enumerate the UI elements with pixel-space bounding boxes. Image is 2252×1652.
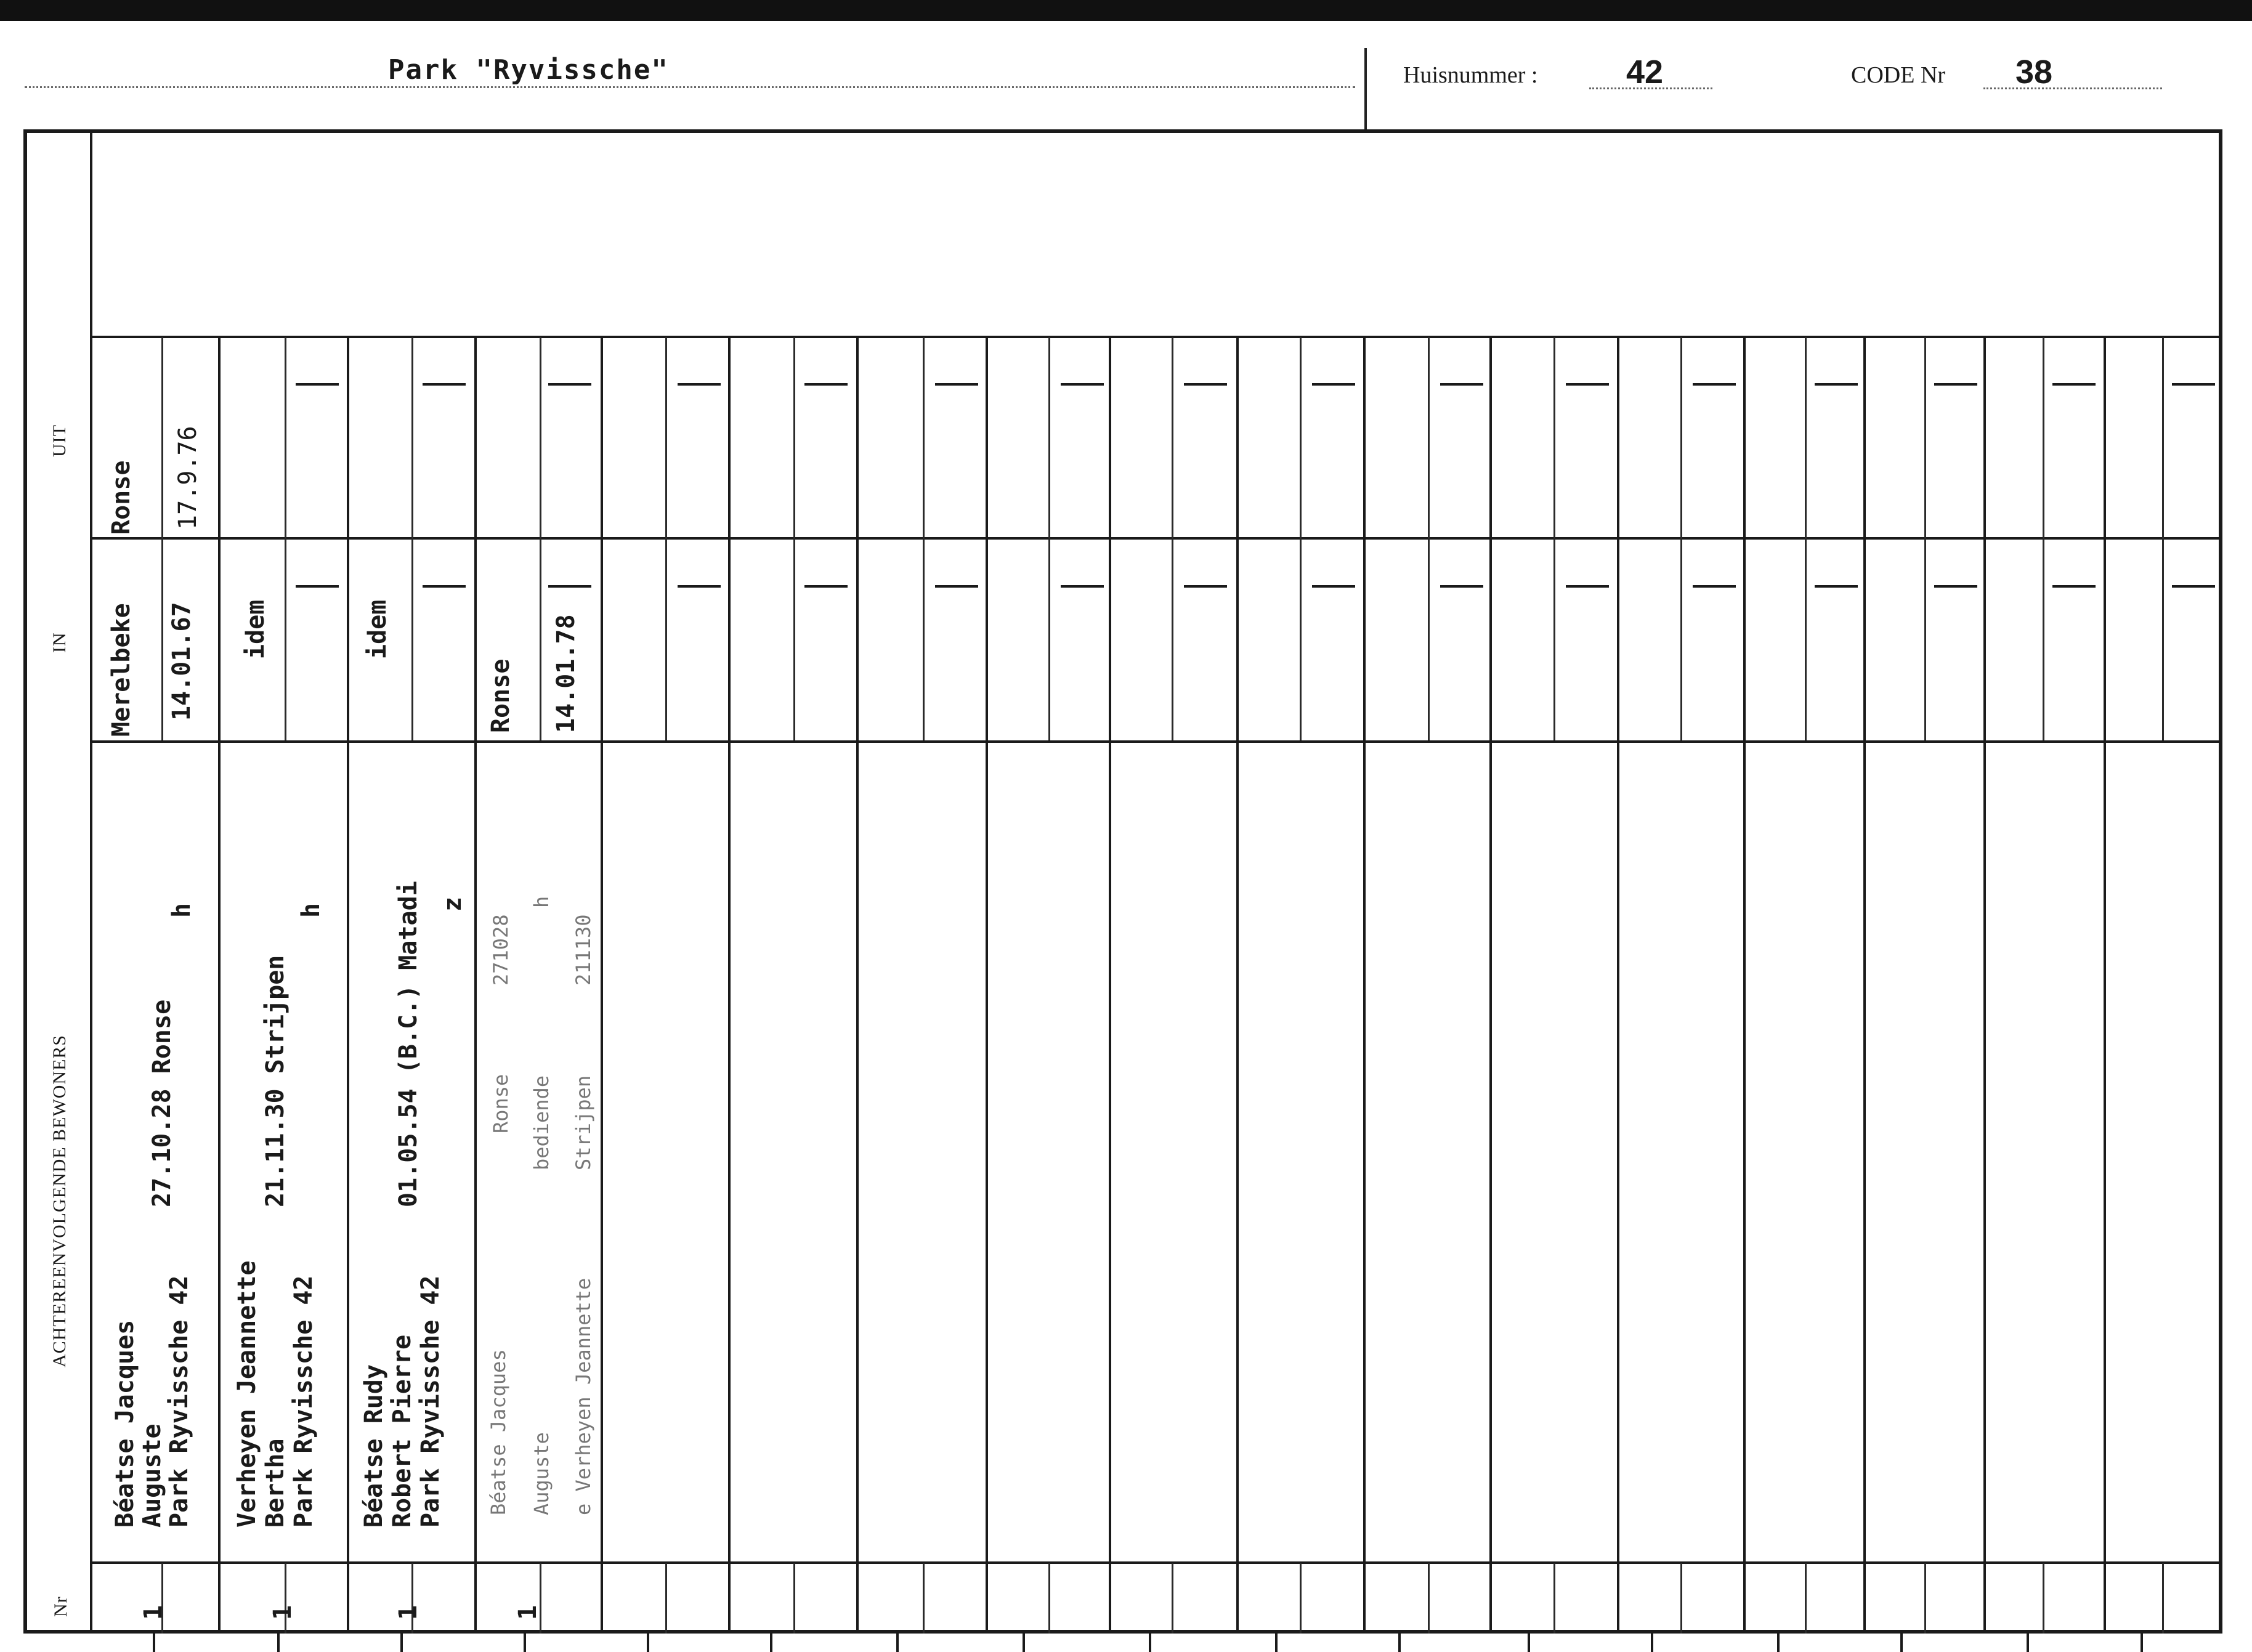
column-divider-6: [856, 337, 859, 1634]
half-column-divider-7: [923, 337, 925, 740]
half-column-divider-16: [2043, 337, 2044, 740]
half-column-divider-4: [540, 337, 541, 740]
column-divider-8: [1109, 337, 1111, 1634]
row4-place-b: bediende: [530, 1075, 553, 1170]
in-dash-4: [678, 585, 721, 588]
bottom-tick-1: [153, 1631, 155, 1652]
row3-nr: 1: [394, 1605, 423, 1620]
nr-subdivider-14: [1805, 1563, 1807, 1634]
nr-subdivider-7: [923, 1563, 925, 1634]
bottom-tick-2: [277, 1631, 280, 1652]
bottom-tick-15: [1900, 1631, 1903, 1652]
nr-subdivider-16: [2043, 1563, 2044, 1634]
nr-subdivider-8: [1048, 1563, 1050, 1634]
row4-in-place: Ronse: [487, 658, 515, 733]
uit-dash-6: [935, 383, 978, 386]
column-divider-9: [1236, 337, 1239, 1634]
uit-dash-3: [548, 383, 591, 386]
row4-place-a: Ronse: [489, 1074, 512, 1133]
half-column-divider-3: [411, 337, 413, 740]
nr-top-rule: [90, 1561, 2219, 1564]
bottom-tick-16: [2027, 1631, 2029, 1652]
nr-subdivider-10: [1300, 1563, 1302, 1634]
uit-dash-13: [1815, 383, 1858, 386]
row1-in-place: Merelbeke: [107, 603, 136, 737]
column-divider-7: [986, 337, 988, 1634]
in-dash-9: [1312, 585, 1355, 588]
half-column-divider-5: [665, 337, 667, 740]
row2-name1: Verheyen Jeannette: [233, 1260, 261, 1528]
bottom-tick-3: [400, 1631, 403, 1652]
in-dash-7: [1061, 585, 1104, 588]
in-dash-16: [2172, 585, 2215, 588]
row1-uit-place: Ronse: [107, 460, 136, 535]
half-column-divider-2: [285, 337, 286, 740]
row4-code-a: 271028: [489, 914, 512, 986]
bottom-tick-8: [1023, 1631, 1025, 1652]
nr-subdivider-12: [1553, 1563, 1555, 1634]
in-dash-13: [1815, 585, 1858, 588]
bottom-tick-11: [1398, 1631, 1401, 1652]
row1-birth: 27.10.28 Ronse: [148, 999, 176, 1207]
half-column-divider-17: [2162, 337, 2164, 740]
nr-subdivider-17: [2162, 1563, 2164, 1634]
row3-birth: 01.05.54 (B.C.) Matadi: [394, 881, 423, 1207]
bottom-tick-12: [1528, 1631, 1530, 1652]
nr-subdivider-9: [1172, 1563, 1173, 1634]
house-number-value: 42: [1626, 54, 1664, 91]
nr-subdivider-1: [161, 1563, 163, 1634]
column-divider-10: [1363, 337, 1366, 1634]
in-dash-14: [1934, 585, 1977, 588]
half-column-divider-8: [1048, 337, 1050, 740]
residents-section-label: ACHTEREENVOLGENDE BEWONERS: [49, 1034, 70, 1367]
uit-dash-5: [804, 383, 848, 386]
half-column-divider-15: [1924, 337, 1926, 740]
nr-subdivider-13: [1680, 1563, 1682, 1634]
in-section-label: IN: [49, 632, 70, 653]
nr-subdivider-6: [793, 1563, 795, 1634]
row4-address: e Verheyen Jeannette: [572, 1277, 595, 1515]
column-divider-2: [347, 337, 349, 1634]
uit-dash-9: [1312, 383, 1355, 386]
register-table: [23, 129, 2222, 1634]
house-number-label: Huisnummer :: [1403, 62, 1538, 88]
row1-nr: 1: [139, 1605, 168, 1620]
in-dash-3: [548, 585, 591, 588]
column-divider-1: [218, 337, 221, 1634]
row2-in-place: idem: [241, 599, 270, 659]
row1-uit-date: 17.9.76: [174, 426, 202, 530]
column-divider-15: [1983, 337, 1986, 1634]
row4-nr: 1: [514, 1605, 542, 1620]
row2-mark: h: [297, 902, 325, 918]
in-dash-2: [423, 585, 466, 588]
half-column-divider-1: [161, 337, 163, 740]
uit-dash-8: [1184, 383, 1227, 386]
row3-in-place: idem: [363, 599, 392, 659]
uit-dash-2: [423, 383, 466, 386]
row4-name2: Auguste: [530, 1432, 553, 1515]
bottom-tick-6: [770, 1631, 772, 1652]
bottom-tick-13: [1651, 1631, 1653, 1652]
in-dash-5: [804, 585, 848, 588]
nr-subdivider-11: [1428, 1563, 1430, 1634]
uit-dash-4: [678, 383, 721, 386]
in-dash-10: [1440, 585, 1483, 588]
bottom-tick-7: [896, 1631, 899, 1652]
row2-address: Park Ryvissche 42: [290, 1275, 318, 1528]
bottom-tick-10: [1275, 1631, 1278, 1652]
street-dotted-line: [25, 86, 1355, 88]
in-dash-12: [1693, 585, 1736, 588]
nr-subdivider-2: [285, 1563, 286, 1634]
residents-top-rule: [90, 740, 2219, 743]
half-column-divider-11: [1428, 337, 1430, 740]
code-number-value: 38: [2015, 54, 2053, 91]
uit-dash-16: [2172, 383, 2215, 386]
row1-mark: h: [168, 902, 196, 918]
half-column-divider-13: [1680, 337, 1682, 740]
nr-subdivider-5: [665, 1563, 667, 1634]
half-column-divider-14: [1805, 337, 1807, 740]
in-dash-15: [2052, 585, 2096, 588]
column-divider-16: [2104, 337, 2106, 1634]
row2-name2: Bertha: [261, 1438, 290, 1528]
row4-name1: Béatse Jacques: [487, 1349, 510, 1515]
row4-place-c: Strijpen: [572, 1075, 595, 1170]
bottom-tick-9: [1149, 1631, 1151, 1652]
row2-nr: 1: [269, 1605, 297, 1620]
code-label: CODE Nr: [1851, 62, 1946, 88]
column-divider-13: [1743, 337, 1746, 1634]
uit-dash-15: [2052, 383, 2096, 386]
column-divider-14: [1863, 337, 1866, 1634]
label-column-border: [90, 133, 92, 1630]
scan-top-edge: [0, 0, 2252, 21]
bottom-tick-14: [1777, 1631, 1780, 1652]
bottom-tick-5: [647, 1631, 649, 1652]
header-divider: [1364, 48, 1367, 131]
in-dash-6: [935, 585, 978, 588]
row1-address: Park Ryvissche 42: [165, 1275, 193, 1528]
row1-name2: Auguste: [138, 1423, 166, 1528]
row3-name2: Robert Pierre: [388, 1334, 416, 1528]
row4-code-c: 211130: [572, 914, 595, 986]
bottom-tick-4: [524, 1631, 526, 1652]
uit-top-rule: [90, 336, 2219, 338]
half-column-divider-6: [793, 337, 795, 740]
in-top-rule: [90, 537, 2219, 540]
column-divider-3: [474, 337, 477, 1634]
column-divider-12: [1617, 337, 1619, 1634]
uit-section-label: UIT: [49, 424, 70, 457]
half-column-divider-9: [1172, 337, 1173, 740]
half-column-divider-12: [1553, 337, 1555, 740]
half-column-divider-10: [1300, 337, 1302, 740]
column-divider-4: [601, 337, 603, 1634]
uit-dash-14: [1934, 383, 1977, 386]
bottom-tick-17: [2141, 1631, 2143, 1652]
row1-in-date: 14.01.67: [168, 602, 196, 721]
in-dash-11: [1566, 585, 1609, 588]
uit-dash-11: [1566, 383, 1609, 386]
nr-subdivider-15: [1924, 1563, 1926, 1634]
row1-name1: Béatse Jacques: [111, 1319, 139, 1528]
uit-dash-7: [1061, 383, 1104, 386]
street-name: Park "Ryvissche": [388, 54, 669, 86]
nr-subdivider-4: [540, 1563, 541, 1634]
row3-mark: z: [439, 896, 467, 912]
nr-section-label: Nr: [51, 1596, 71, 1617]
column-divider-5: [728, 337, 731, 1634]
row3-address: Park Ryvissche 42: [416, 1275, 445, 1528]
row3-name1: Béatse Rudy: [360, 1364, 388, 1528]
nr-subdivider-3: [411, 1563, 413, 1634]
uit-dash-10: [1440, 383, 1483, 386]
uit-dash-1: [296, 383, 339, 386]
row4-in-date: 14.01.78: [552, 614, 580, 733]
in-dash-1: [296, 585, 339, 588]
uit-dash-12: [1693, 383, 1736, 386]
row2-birth: 21.11.30 Strijpen: [261, 955, 290, 1207]
column-divider-11: [1489, 337, 1492, 1634]
code-number-line: [1983, 87, 2162, 89]
in-dash-8: [1184, 585, 1227, 588]
row4-code-b: h: [530, 896, 553, 908]
